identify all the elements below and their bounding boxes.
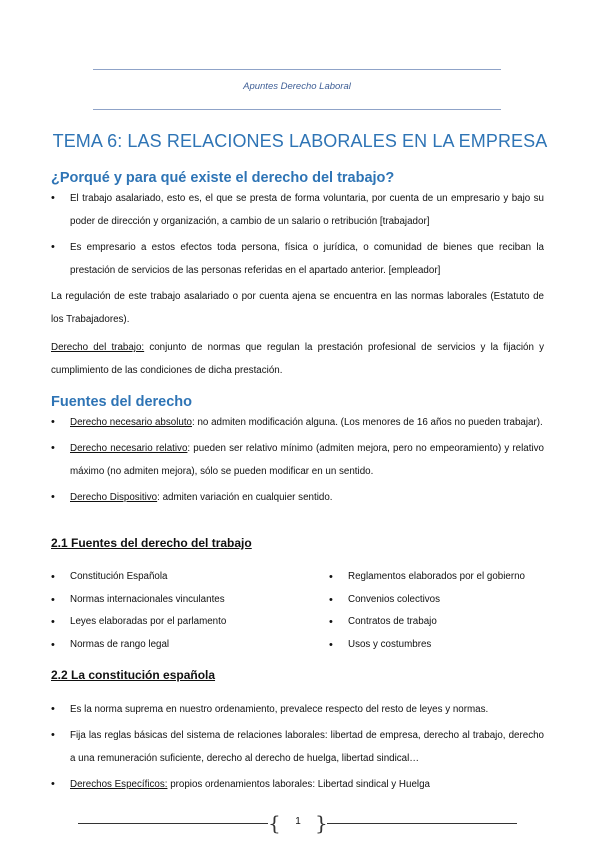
list-item [51, 437, 544, 483]
list-item: • Leyes elaboradas por el parlamento [51, 611, 311, 634]
list-item: • Normas de rango legal [51, 634, 311, 657]
list-item: • Contratos de trabajo [329, 611, 559, 634]
term: Derecho Dispositivo [70, 492, 158, 503]
list-item: • Reglamentos elaborados por el gobierno [329, 566, 559, 589]
list-item [51, 773, 544, 796]
term-text: : admiten variación en cualquier sentido. [157, 492, 333, 503]
page-title: TEMA 6: LAS RELACIONES LABORALES EN LA EMPRESA [52, 131, 548, 151]
list-item: • Convenios colectivos [329, 589, 559, 612]
list-item: • Es la norma suprema en nuestro ordenamiento, prevalece respecto del resto de leyes y normas. [51, 698, 544, 721]
term-text: : no admiten modificación alguna. (Los menores de 16 años no pueden trabajar). [192, 417, 543, 428]
subsection-heading-text: 2.2 La constitución española [51, 668, 216, 682]
subsection-heading-text: 2.1 Fuentes del derecho del trabajo [51, 536, 252, 550]
running-header: Apuntes Derecho Laboral [243, 81, 351, 92]
term: Derecho necesario relativo [70, 443, 188, 454]
page-number: 1 [295, 816, 301, 827]
list-item: • Constitución Española [51, 566, 311, 589]
list-item: • Fija las reglas básicas del sistema de relaciones laborales: libertad de empresa, derecho al trabajo, derecho a una remuneración suficiente, derecho al derecho de huelga, libertad sindical… [51, 724, 544, 770]
subsection-heading-constitucion [51, 668, 215, 682]
definition-text: conjunto de normas que regulan la prestación profesional de servicios y la fijación y cumplimiento de las condiciones de dicha prestación. [51, 342, 544, 376]
term: Derechos Específicos: [70, 779, 168, 790]
bullet-list-fuentes [51, 411, 544, 509]
right-brace-icon: } [315, 811, 328, 835]
section-heading-fuentes: Fuentes del derecho [51, 394, 193, 410]
list-item: • Normas internacionales vinculantes [51, 589, 311, 612]
left-brace-icon: { [268, 811, 281, 835]
term-text: propios ordenamientos laborales: Libertad sindical y Huelga [167, 779, 430, 790]
sources-list-right [329, 566, 559, 656]
paragraph-regulation: La regulación de este trabajo asalariado o por cuenta ajena se encuentra en las normas laborales (Estatuto de los Trabajadores). [51, 291, 544, 325]
bullet-list-constitucion [51, 698, 544, 796]
section-heading-why: ¿Porqué y para qué existe el derecho del trabajo? [51, 170, 395, 186]
list-item: • Usos y costumbres [329, 634, 559, 657]
paragraph-definition [51, 336, 544, 382]
list-item [51, 486, 544, 509]
term-text: : pueden ser relativo mínimo (admiten mejora, pero no empeoramiento) y relativo máximo (no admiten mejora), sólo se pueden modificar en un sentido. [70, 443, 544, 477]
subsection-heading-fuentes-trabajo [51, 536, 252, 550]
list-item: • El trabajo asalariado, esto es, el que se presta de forma voluntaria, por cuenta de un empresario y bajo su poder de dirección y organización, a cambio de un salario o retribución [trabajador] [51, 187, 544, 233]
header-rule-bottom [93, 109, 501, 110]
list-item: • Es empresario a estos efectos toda persona, física o jurídica, o comunidad de bienes que reciban la prestación de servicios de las personas referidas en el apartado anterior. [empleador] [51, 236, 544, 282]
header-rule-top [93, 69, 501, 70]
sources-list-left [51, 566, 311, 656]
bullet-list-why [51, 187, 544, 282]
footer-rule-left [78, 823, 268, 824]
list-item [51, 411, 544, 434]
term-derecho-trabajo: Derecho del trabajo: [51, 342, 145, 353]
footer-rule-right [327, 823, 517, 824]
term: Derecho necesario absoluto [70, 417, 192, 428]
